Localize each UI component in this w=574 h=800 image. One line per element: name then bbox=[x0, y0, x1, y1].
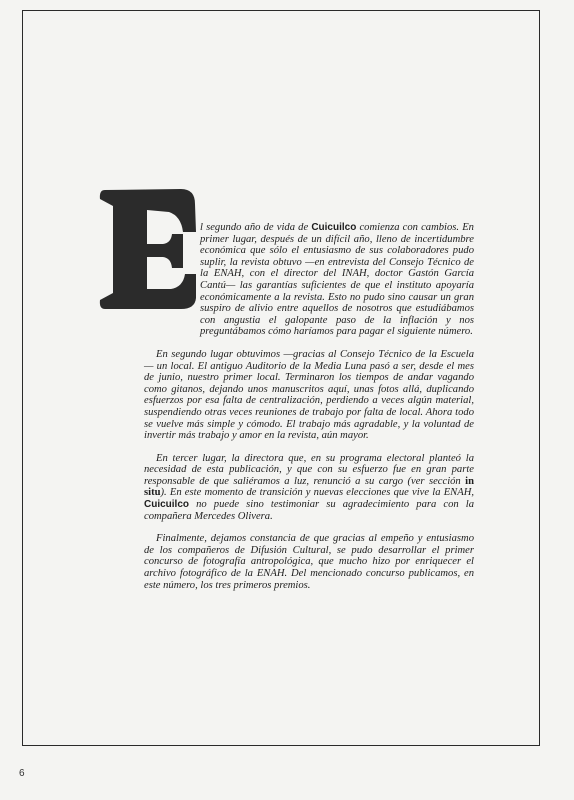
paragraph-3-part2: ). En este momento de transición y nuevas elecciones que vive la ENAH, bbox=[160, 487, 474, 499]
magazine-name-2: Cuicuilco bbox=[144, 499, 190, 511]
paragraph-3-part1: En tercer lugar, la directora que, en su programa electoral planteó la necesidad de esta publicación, y que con su esfuerzo fue en gran parte responsable de que saliéramos a luz, renunció a su cargo (ver sección bbox=[144, 452, 474, 487]
paragraph-3-part3: no puede sino testimoniar su agradecimiento para con la compañera Mercedes Olivera. bbox=[144, 499, 474, 522]
paragraph-4: Finalmente, dejamos constancia de que gracias al empeño y entusiasmo de los compañeros de Difusión Cultural, se pudo desarrollar el primer concurso de fotografía antropológica, que mucho hizo por enriquecer el archivo fotográfico de la ENAH. Del mencionado concurso publicamos, en este número, los tres primeros premios. bbox=[144, 533, 474, 591]
in-situ-section: in situ bbox=[144, 475, 474, 499]
paragraph-3 bbox=[144, 453, 474, 523]
paragraph-1-intro: l segundo año de vida de bbox=[200, 222, 312, 233]
paragraph-1-text: comienza con cambios. En primer lugar, después de un difícil año, lleno de incertidumbre económica que sólo el entusiasmo de sus colaboradores pudo suplir, la revista obtuvo —en entrevista del Consejo Técnico de la ENAH, con el director del INAH, doctor Gastón García Cantú— las garantías suficientes de que el instituto apoyaría económicamente a la revista. Esto no pudo sino causar un gran suspiro de alivio entre aquellos de nosotros que estudiábamos con angustia el galopante paso de la inflación y nos preguntábamos cómo haríamos para pagar el siguiente número. bbox=[200, 222, 474, 338]
magazine-name: Cuicuilco bbox=[311, 222, 357, 233]
editorial-text bbox=[144, 222, 474, 602]
paragraph-2: En segundo lugar obtuvimos —gracias al Consejo Técnico de la Escuela— un local. El antiguo Auditorio de la Media Luna pasó a ser, desde el mes de junio, nuestro primer local. Terminaron los tiempos de andar vagando como gitanos, dejando unos manuscritos aquí, unas fotos allá, duplicando esfuerzos por esa falta de centralización, perdiendo a veces algún material, suspendiendo otras veces reuniones de trabajo por falta de local. Ahora todo se vuelve más simple y cómodo. El trabajo más agradable, y la voluntad de invertir más trabajo y amor en la revista, aún mayor. bbox=[144, 348, 474, 442]
page-number: 6 bbox=[19, 768, 25, 779]
paragraph-1 bbox=[200, 222, 474, 338]
